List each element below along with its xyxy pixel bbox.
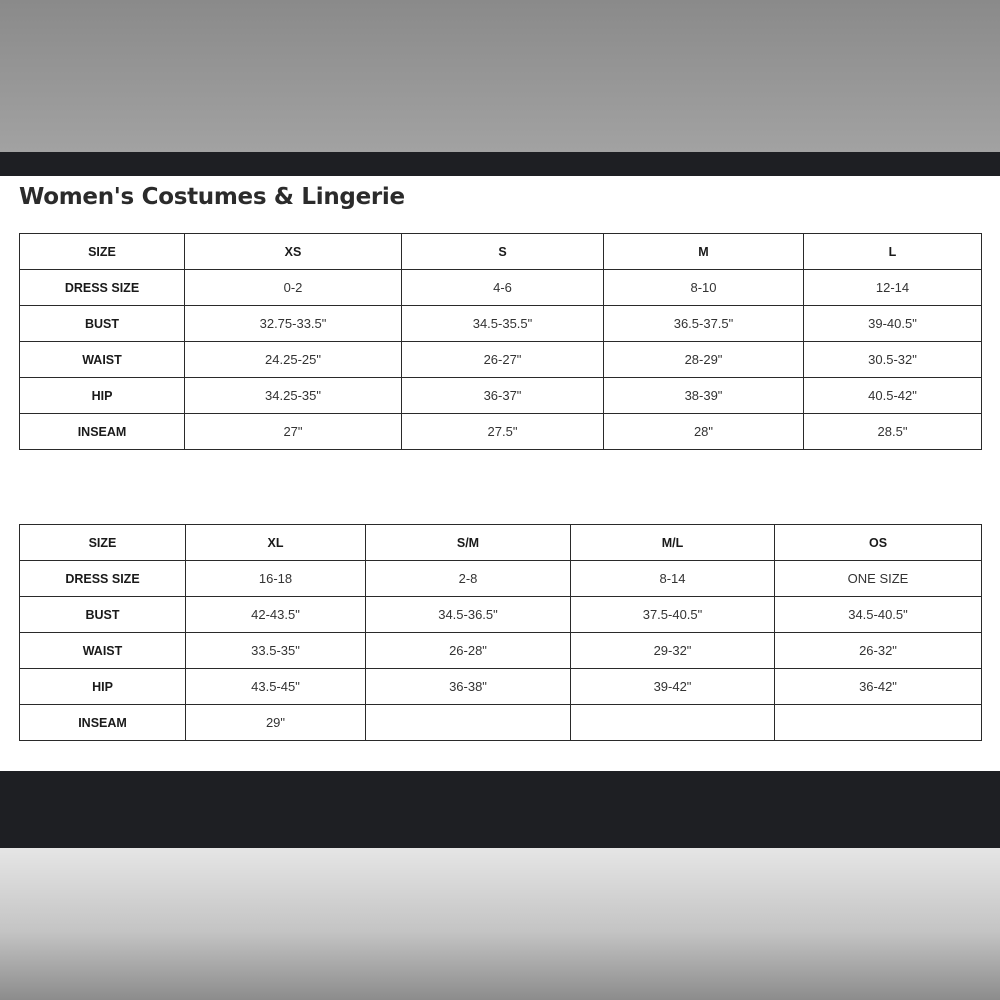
table-row [20, 669, 982, 705]
table-cell: 16-18 [186, 561, 366, 597]
row-label: HIP [20, 378, 185, 414]
row-label: BUST [20, 306, 185, 342]
table-cell: 34.5-35.5" [402, 306, 604, 342]
row-label: DRESS SIZE [20, 561, 186, 597]
table-cell: 28-29" [604, 342, 804, 378]
table-cell: 34.5-40.5" [775, 597, 982, 633]
page-title: Women's Costumes & Lingerie [19, 184, 405, 210]
table-cell: 24.25-25" [185, 342, 402, 378]
header-cell: L [804, 234, 982, 270]
header-cell: XS [185, 234, 402, 270]
table-row [20, 597, 982, 633]
table-cell: 39-40.5" [804, 306, 982, 342]
row-label: INSEAM [20, 705, 186, 741]
table-row [20, 633, 982, 669]
table-cell: 43.5-45" [186, 669, 366, 705]
table-header-row [20, 525, 982, 561]
table-row [20, 414, 982, 450]
table-cell: 8-10 [604, 270, 804, 306]
table-cell: 29" [186, 705, 366, 741]
table-cell: 36-37" [402, 378, 604, 414]
table-row [20, 561, 982, 597]
table-cell: 36-42" [775, 669, 982, 705]
top-band [0, 152, 1000, 176]
row-label: DRESS SIZE [20, 270, 185, 306]
table-row [20, 270, 982, 306]
table-cell: 28" [604, 414, 804, 450]
table-cell: 0-2 [185, 270, 402, 306]
table-cell: 26-28" [366, 633, 571, 669]
header-cell: SIZE [20, 234, 185, 270]
header-cell: S [402, 234, 604, 270]
table-cell: 32.75-33.5" [185, 306, 402, 342]
header-cell: XL [186, 525, 366, 561]
table-cell: 2-8 [366, 561, 571, 597]
table-cell: 12-14 [804, 270, 982, 306]
table-cell: 33.5-35" [186, 633, 366, 669]
header-cell: OS [775, 525, 982, 561]
table-cell: 8-14 [571, 561, 775, 597]
table-row [20, 705, 982, 741]
table-cell: 27" [185, 414, 402, 450]
size-table-2 [19, 524, 982, 741]
table-cell: 29-32" [571, 633, 775, 669]
table-cell [571, 705, 775, 741]
table-cell: 36-38" [366, 669, 571, 705]
table-cell: 34.25-35" [185, 378, 402, 414]
table-cell [775, 705, 982, 741]
table-row [20, 378, 982, 414]
table-cell: 36.5-37.5" [604, 306, 804, 342]
table-cell: 42-43.5" [186, 597, 366, 633]
table-cell: 28.5" [804, 414, 982, 450]
table-row [20, 342, 982, 378]
background-bottom [0, 847, 1000, 1000]
table-cell: 40.5-42" [804, 378, 982, 414]
row-label: WAIST [20, 342, 185, 378]
table-cell: 26-32" [775, 633, 982, 669]
table-header-row [20, 234, 982, 270]
header-cell: M [604, 234, 804, 270]
header-cell: M/L [571, 525, 775, 561]
table-cell: 26-27" [402, 342, 604, 378]
row-label: BUST [20, 597, 186, 633]
table-cell: 34.5-36.5" [366, 597, 571, 633]
header-cell: S/M [366, 525, 571, 561]
table-cell [366, 705, 571, 741]
table-cell: ONE SIZE [775, 561, 982, 597]
table-cell: 4-6 [402, 270, 604, 306]
row-label: HIP [20, 669, 186, 705]
row-label: INSEAM [20, 414, 185, 450]
table-row [20, 306, 982, 342]
header-cell: SIZE [20, 525, 186, 561]
bottom-band [0, 771, 1000, 848]
table-cell: 38-39" [604, 378, 804, 414]
table-cell: 27.5" [402, 414, 604, 450]
row-label: WAIST [20, 633, 186, 669]
table-cell: 30.5-32" [804, 342, 982, 378]
size-table-1 [19, 233, 982, 450]
table-cell: 37.5-40.5" [571, 597, 775, 633]
table-cell: 39-42" [571, 669, 775, 705]
